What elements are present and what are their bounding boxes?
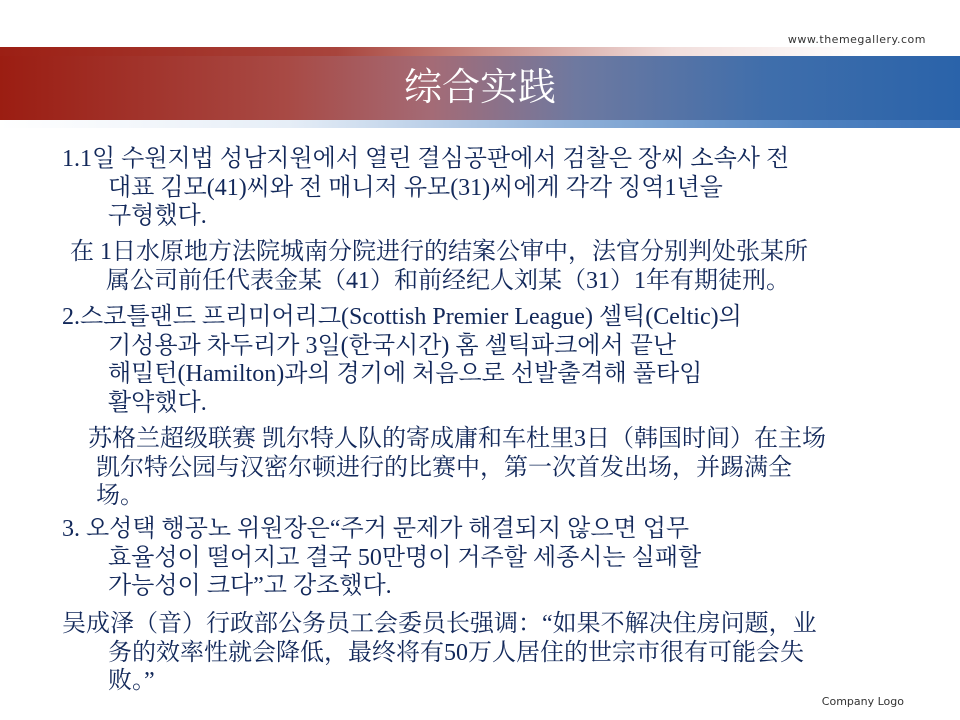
text-line: 구형했다. <box>108 203 207 229</box>
paragraph-1-chinese <box>70 238 808 295</box>
text-line: 대표 김모(41)씨와 전 매니저 유모(31)씨에게 각각 징역1년을 <box>108 174 723 201</box>
text-line: 1.1일 수원지법 성남지원에서 열린 결심공판에서 검찰은 장씨 소속사 전 <box>62 146 790 172</box>
text-line: 효율성이 떨어지고 결국 50만명이 거주할 세종시는 실패할 <box>108 544 702 571</box>
text-line: 凯尔特公园与汉密尔顿进行的比赛中，第一次首发出场，并踢满全 <box>96 454 792 481</box>
paragraph-3-korean <box>62 515 701 601</box>
website-url: www.themegallery.com <box>787 33 926 46</box>
company-logo: Company Logo <box>821 695 904 708</box>
paragraph-2-korean <box>62 303 742 417</box>
text-line: 败。” <box>108 668 155 694</box>
text-line: 2.스코틀랜드 프리미어리그(Scottish Premier League) 셀틱(Celtic)의 <box>62 304 742 330</box>
text-line: 属公司前任代表金某（41）和前经纪人刘某（31）1年有期徒刑。 <box>106 267 790 294</box>
header-band-bottom <box>0 120 960 128</box>
text-line: 务的效率性就会降低，最终将有50万人居住的世宗市很有可能会失 <box>108 639 804 666</box>
slide-title: 综合实践 <box>403 67 556 109</box>
text-line: 苏格兰超级联赛 凯尔特人队的寄成庸和车杜里3日（韩国时间）在主场 <box>88 426 826 452</box>
text-line: 활약했다. <box>108 389 207 416</box>
text-line: 在 1日水原地方法院城南分院进行的结案公审中，法官分别判处张某所 <box>70 239 808 265</box>
text-line: 기성용과 차두리가 3일(한국시간) 홈 셀틱파크에서 끝난 <box>108 332 677 359</box>
text-line: 해밀턴(Hamilton)과의 경기에 처음으로 선발출격해 풀타임 <box>108 361 703 387</box>
paragraph-2-chinese <box>88 425 826 511</box>
text-line: 吴成泽（音）行政部公务员工会委员长强调：“如果不解决住房问题，业 <box>62 611 817 637</box>
paragraph-3-chinese <box>62 610 817 696</box>
paragraph-1-korean <box>62 145 789 231</box>
text-line: 3. 오성택 행공노 위원장은“주거 문제가 해결되지 않으면 업무 <box>62 516 690 542</box>
header-band-top <box>0 47 960 56</box>
text-line: 场。 <box>96 483 144 509</box>
text-line: 가능성이 크다”고 강조했다. <box>108 573 392 599</box>
